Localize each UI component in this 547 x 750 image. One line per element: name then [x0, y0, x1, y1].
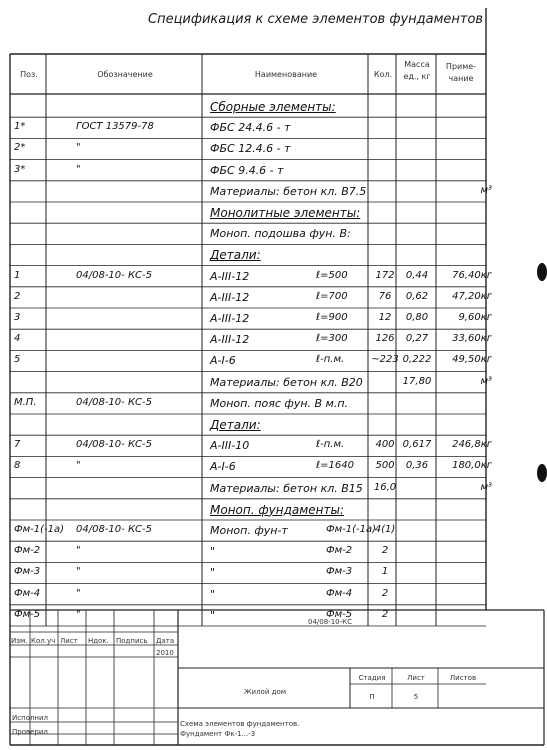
tb-listov-label: Листов [449, 674, 477, 682]
row-mass: 0,222 [402, 354, 432, 366]
row-designation: 04/08-10- КС-5 [76, 269, 152, 281]
row-mass: 0,80 [405, 312, 429, 323]
row-designation: " [76, 460, 81, 472]
row-name: ФБС 24.4.6 - т [210, 121, 291, 135]
row-name: А-III-12 [210, 312, 250, 325]
row-pos: Фм-3 [14, 566, 41, 578]
tb-object: Жилой дом [243, 688, 287, 696]
row-qty: ~223 [371, 354, 399, 366]
binder-hole [537, 464, 547, 482]
row-pos: 8 [14, 460, 21, 472]
row-qty: 126 [375, 333, 395, 345]
row-note: м³ [480, 184, 492, 196]
row-mass: 17,80 [402, 375, 432, 387]
row-name: " [210, 608, 216, 622]
row-pos: 7 [14, 439, 21, 451]
row-designation: " [76, 163, 81, 175]
row-pos: 4 [14, 333, 21, 345]
row-name: Сборные элементы: [210, 100, 336, 114]
row-mass: 0,62 [405, 290, 429, 302]
row-qty: 1 [381, 566, 389, 578]
row-pos: 3* [14, 163, 26, 175]
tb-sheet-title-1: Схема элементов фундаментов. [180, 720, 300, 728]
row-pos: 2* [14, 142, 26, 154]
row-designation: " [76, 142, 81, 154]
row-qty: 172 [375, 269, 395, 281]
row-name: А-I-6 [210, 460, 236, 474]
row-qty: 76 [378, 290, 392, 302]
tb-list-label: Лист [407, 674, 425, 682]
row-name: Материалы: бетон кл. В15 [210, 481, 363, 495]
row-note: 33,60кг [452, 333, 492, 345]
row-mass: 0,44 [405, 269, 429, 281]
row-qty: 2 [381, 587, 389, 599]
row-note: 246,8кг [452, 439, 492, 451]
row-name: Моноп. подошва фун. В: [210, 227, 351, 241]
tb-stadiya-label: Стадия [358, 674, 386, 682]
tb-list: Лист [60, 637, 78, 645]
header-note-line2: чание [448, 74, 474, 83]
row-name: ФБС 9.4.6 - т [210, 163, 284, 177]
header-pos: Поз. [20, 70, 38, 79]
row-pos: Фм-4 [14, 587, 41, 599]
row-length: ℓ-п.м. [316, 354, 345, 366]
row-reference: Фм-3 [326, 566, 353, 578]
tb-data: Дата [156, 637, 175, 645]
row-note: 180,0кг [452, 460, 492, 472]
row-note: 9,60кг [458, 312, 492, 323]
row-pos: 3 [14, 312, 21, 323]
row-qty: 12 [378, 312, 392, 323]
row-length: ℓ=1640 [316, 460, 354, 472]
row-reference: Фм-2 [326, 545, 353, 557]
row-name: " [210, 566, 216, 580]
row-name: А-III-12 [210, 269, 250, 283]
row-designation: " [76, 566, 81, 578]
row-name: " [210, 545, 216, 559]
row-length: ℓ=700 [316, 290, 348, 302]
row-name: А-III-12 [210, 333, 250, 347]
row-name: А-III-12 [210, 290, 250, 304]
row-qty: 400 [375, 439, 395, 451]
row-reference: Фм-1(-1а) [326, 524, 377, 535]
row-pos: М.П. [14, 396, 37, 408]
row-name: Моноп. фундаменты: [210, 502, 345, 517]
row-designation: " [76, 545, 81, 557]
header-qty: Кол. [373, 70, 393, 79]
row-pos: 1 [14, 269, 21, 281]
tb-izm: Изм. [11, 637, 28, 645]
tb-ispolnil: Исполнил [12, 714, 49, 722]
tb-proveril: Проверил [12, 728, 48, 736]
tb-list-value: 5 [413, 693, 419, 701]
tb-year: 2010 [156, 649, 174, 657]
row-note: м³ [480, 481, 492, 493]
row-note: 76,40кг [452, 269, 492, 281]
row-reference: Фм-4 [326, 587, 353, 599]
row-name: Детали: [210, 248, 261, 263]
row-name: А-I-6 [210, 354, 236, 368]
row-designation: " [76, 587, 81, 599]
row-designation: ГОСТ 13579-78 [76, 121, 154, 133]
row-note: 47,20кг [452, 290, 492, 302]
row-pos: 2 [14, 290, 21, 302]
row-qty: 2 [381, 545, 389, 557]
row-mass: 0,27 [405, 333, 429, 345]
header-designation: Обозначение [97, 70, 153, 79]
row-length: ℓ=500 [316, 269, 348, 281]
row-designation: " [76, 608, 81, 620]
row-length: ℓ=900 [316, 312, 348, 323]
row-length: ℓ-п.м. [316, 439, 345, 451]
header-mass-line2: ед., кг [403, 72, 431, 81]
row-qty: 2 [381, 608, 389, 620]
row-name: ФБС 12.4.6 - т [210, 142, 291, 156]
row-reference: Фм-5 [326, 608, 353, 620]
tb-podpis: Подпись [116, 637, 148, 645]
page-title: Спецификация к схеме элементов фундаментов [148, 12, 484, 27]
row-mass: 0,36 [405, 460, 429, 472]
row-name: А-III-10 [210, 439, 250, 453]
row-name: Детали: [210, 418, 261, 432]
row-name: Моноп. пояс фун. В м.п. [210, 396, 349, 410]
binder-hole [537, 263, 547, 281]
row-pos: Фм-5 [14, 608, 41, 620]
row-note: 49,50кг [452, 354, 492, 366]
tb-stadiya-value: П [369, 693, 375, 701]
header-note-line1: Приме- [445, 62, 477, 71]
row-qty: 4(1) [374, 524, 396, 535]
drawing-code: 04/08-10-КС [308, 618, 352, 626]
row-pos: 1* [14, 121, 26, 133]
header-name: Наименование [254, 70, 318, 79]
row-name: Моноп. фун-т [210, 524, 288, 537]
row-pos: 5 [14, 354, 21, 366]
row-note: м³ [480, 375, 492, 387]
row-designation: 04/08-10- КС-5 [76, 524, 152, 535]
row-qty: 16,0 [373, 481, 397, 493]
row-pos: Фм-1(-1а) [14, 524, 65, 535]
row-designation: 04/08-10- КС-5 [76, 439, 152, 451]
row-mass: 0,617 [402, 439, 432, 451]
header-mass-line1: Масса [404, 60, 430, 69]
tb-ndok: Ндок. [88, 637, 109, 645]
row-name: " [210, 587, 216, 601]
row-qty: 500 [375, 460, 395, 472]
row-name: Монолитные элементы: [210, 206, 361, 220]
tb-sheet-title-2: Фундамент Фк-1...-3 [180, 730, 256, 738]
row-length: ℓ=300 [316, 333, 348, 345]
row-name: Материалы: бетон кл. В7.5 [210, 184, 367, 198]
row-designation: 04/08-10- КС-5 [76, 396, 152, 408]
tb-kol-uch: Кол.уч [31, 637, 56, 645]
row-name: Материалы: бетон кл. В20 [210, 375, 363, 389]
row-pos: Фм-2 [14, 545, 41, 557]
